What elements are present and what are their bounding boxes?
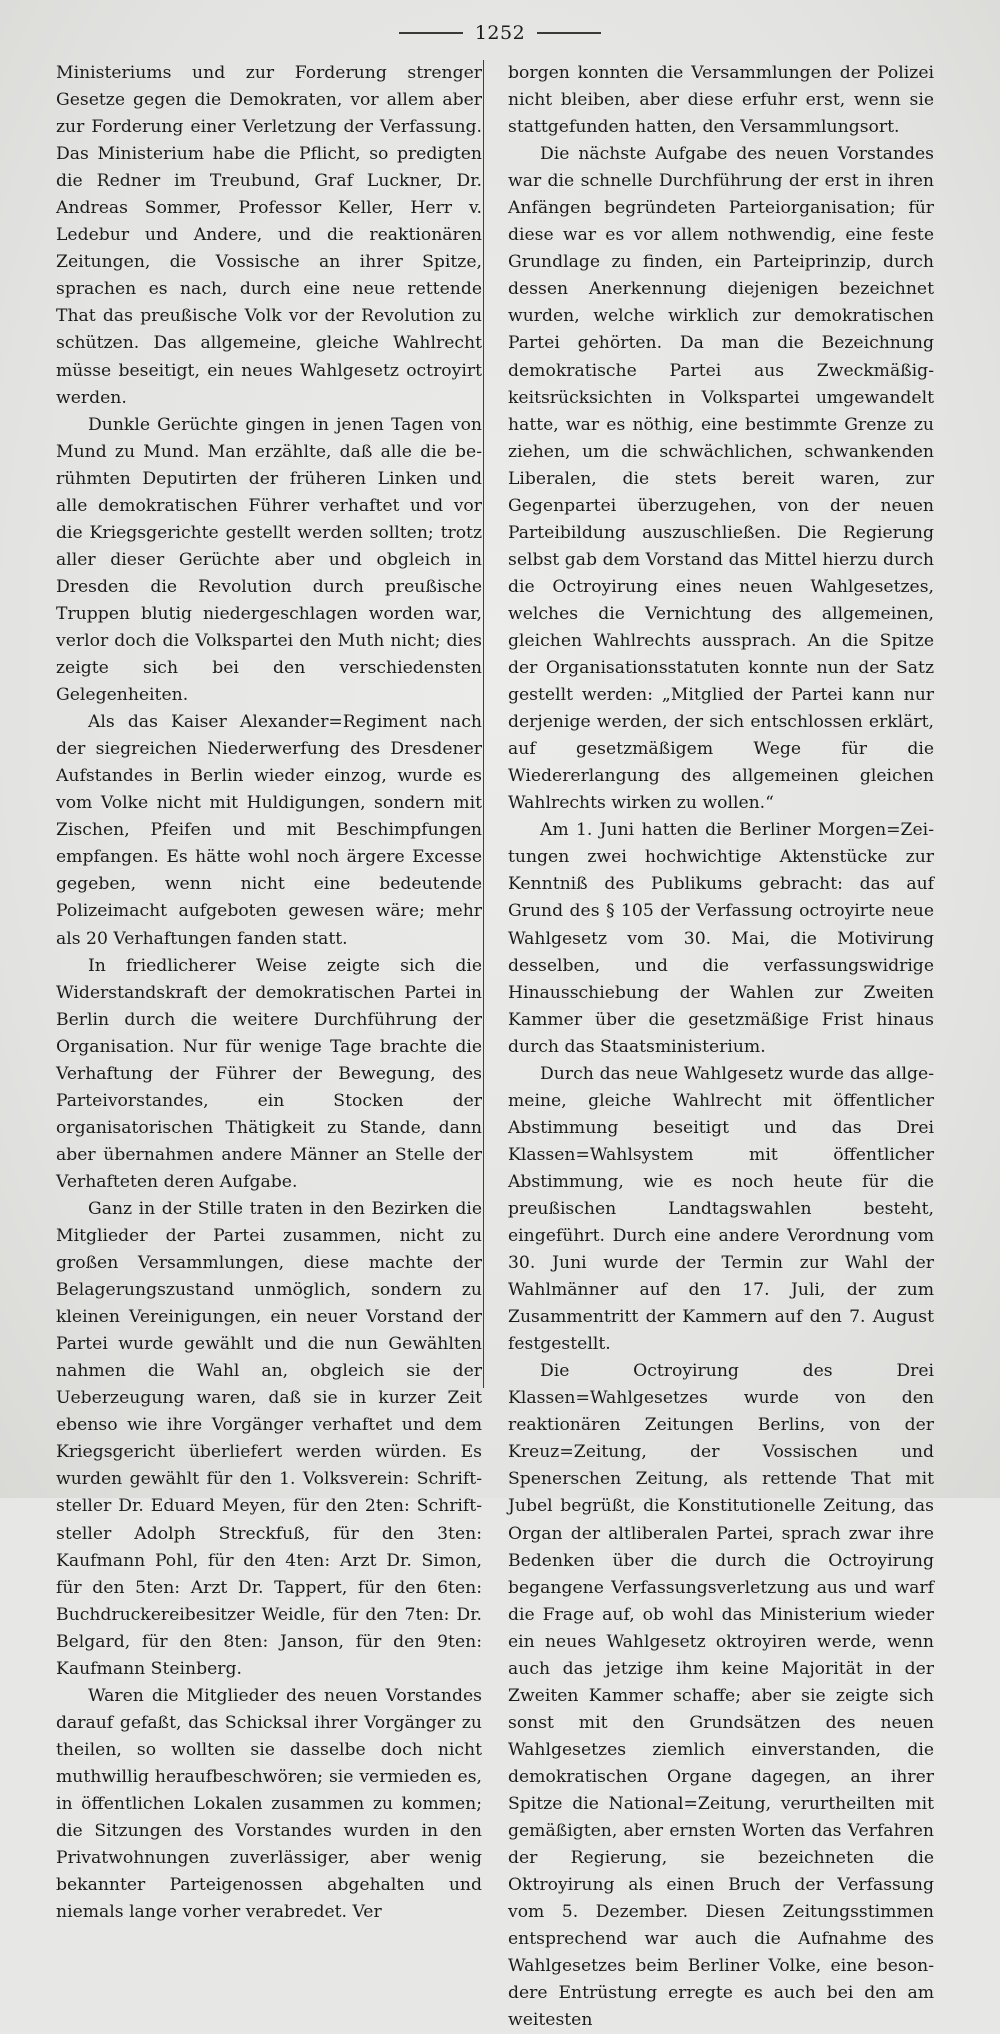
header-rule-left xyxy=(399,32,463,34)
page-header xyxy=(0,18,1000,48)
paragraph: Ministeriums und zur Forderung strenger Gesetze gegen die Demokraten, vor allem aber zur Forderung einer Verletzung der Verfassung. Das Ministerium habe die Pflicht, so predigten die Redner im Treubund, Graf Luckner, Dr. Andreas Sommer, Professor Keller, Herr v. Ledebur und Andere, und die reaktionären Zeitungen, die Vossische an ihrer Spitze, sprachen es nach, durch eine neue rettende That das preußische Volk vor der Revolution zu schützen. Das allgemeine, gleiche Wahlrecht müsse beseitigt, ein neues Wahlgesetz octroyirt werden. xyxy=(56,63,482,408)
right-column xyxy=(508,60,934,2034)
paragraph: Waren die Mitglieder des neuen Vorstandes darauf gefaßt, das Schicksal ihrer Vorgänger zu theilen, so wollten sie dasselbe doch nicht muthwillig heraufbeschwören; sie vermieden es, in öffentlichen Lokalen zusammen zu kommen; die Sitzungen des Vorstandes wurden in den Privatwohnungen zuverlässiger, aber wenig bekannter Parteigenossen abgehalten und niemals lange vorher verabredet. Ver xyxy=(56,1685,482,1923)
paragraph: Als das Kaiser Alexander=Regiment nach der siegreichen Niederwerfung des Dresdener Aufstandes in Berlin wieder einzog, wurde es vom Volke nicht mit Huldigungen, sondern mit Zischen, Pfeifen und mit Beschimpfungen empfangen. Es hätte wohl noch ärgere Excesse gegeben, wenn nicht eine bedeutende Polizeimacht aufgeboten gewesen wäre; mehr als 20 Verhaftungen fanden statt. xyxy=(56,712,482,949)
paragraph: Durch das neue Wahlgesetz wurde das allgemeine, gleiche Wahlrecht mit öffentlicher Abstimmung beseitigt und das Drei Klassen=Wahlsystem mit öffentlicher Abstimmung, wie es noch heute für die preußischen Landtagswahlen besteht, eingeführt. Durch eine andere Verordnung vom 30. Juni wurde der Termin zur Wahl der Wahlmänner auf den 17. Juli, der zum Zusammentritt der Kammern auf den 7. August festgestellt. xyxy=(508,1063,934,1355)
paragraph: Die nächste Aufgabe des neuen Vorstandes war die schnelle Durchführung der erst in ihren Anfängen begründeten Parteiorganisation; für diese war es vor allem nothwendig, eine feste Grundlage zu finden, ein Parteiprinzip, durch dessen Anerkennung diejenigen bezeichnet wurden, welche wirklich zur demokratischen Partei gehörten. Da man die Bezeichnung demokratische Partei aus Zweckmäßigkeitsrücksichten in Volkspartei umgewandelt hatte, war es nöthig, eine bestimmte Grenze zu ziehen, um die schwächlichen, schwankenden Liberalen, die stets bereit waren, zur Gegenpartei überzugehen, von der neuen Parteibildung auszuschließen. Die Regierung selbst gab dem Vorstand das Mittel hierzu durch die Octroyirung eines neuen Wahlgesetzes, welches die Vernichtung des allgemeinen, gleichen Wahlrechts aussprach. An die Spitze der Organisationsstatuten konnte nun der Satz gestellt werden: „Mitglied der Partei kann nur derjenige werden, der sich entschlossen erklärt, auf gesetzmäßigem Wege für die Wiedererlangung des allgemeinen gleichen Wahlrechts wirken zu wollen.“ xyxy=(508,144,934,814)
paragraph: Dunkle Gerüchte gingen in jenen Tagen von Mund zu Mund. Man erzählte, daß alle die berühmten Deputirten der früheren Linken und alle demokratischen Führer verhaftet und vor die Kriegsgerichte gestellt werden sollten; trotz aller dieser Gerüchte aber und obgleich in Dresden die Revolution durch preußische Truppen blutig niedergeschlagen worden war, verlor doch die Volkspartei den Muth nicht; dies zeigte sich bei den verschiedensten Gelegenheiten. xyxy=(56,414,482,706)
header-rule-right xyxy=(537,32,601,34)
paragraph: Die Octroyirung des Drei Klassen=Wahlgesetzes wurde von den reaktionären Zeitungen Berlins, von der Kreuz=Zeitung, der Vossischen und Spenerschen Zeitung, als rettende That mit Jubel begrüßt, die Konstitutionelle Zeitung, das Organ der altliberalen Partei, sprach zwar ihre Bedenken über die durch die Octroyirung begangene Verfassungsverletzung aus und warf die Frage auf, ob wohl das Ministerium wieder ein neues Wahlgesetz oktroyiren werde, wenn auch das jetzige ihm keine Majorität in der Zweiten Kammer schaffe; aber sie zeigte sich sonst mit den Grundsätzen des neuen Wahlgesetzes ziemlich einverstanden, die demokratischen Organe dagegen, an ihrer Spitze die National=Zeitung, verurtheilten mit gemäßigten, aber ernsten Worten das Verfahren der Regierung, sie bezeichneten die Oktroyirung als einen Bruch der Verfassung vom 5. Dezember. Diesen Zeitungsstimmen entsprechend war auch die Aufnahme des Wahlgesetzes beim Berliner Volke, eine besondere Entrüstung erregte es auch bei den am weitesten xyxy=(508,1361,934,2031)
paragraph: In friedlicherer Weise zeigte sich die Widerstandskraft der demokratischen Partei in Berlin durch die weitere Durchführung der Organisation. Nur für wenige Tage brachte die Verhaftung der Führer der Bewegung, des Parteivorstandes, ein Stocken der organisatorischen Thätigkeit zu Stande, dann aber übernahmen andere Männer an Stelle der Verhafteten deren Aufgabe. xyxy=(56,955,482,1192)
paragraph: Am 1. Juni hatten die Berliner Morgen=Zeitungen zwei hochwichtige Aktenstücke zur Kenntniß des Publikums gebracht: das auf Grund des § 105 der Verfassung octroyirte neue Wahlgesetz vom 30. Mai, die Motivirung desselben, und die verfassungswidrige Hinausschiebung der Wahlen zur Zweiten Kammer über die gesetzmäßige Frist hinaus durch das Staatsministerium. xyxy=(508,820,934,1057)
column-divider xyxy=(483,60,484,1388)
paragraph: Ganz in der Stille traten in den Bezirken die Mitglieder der Partei zusammen, nicht zu großen Versammlungen, diese machte der Belagerungszustand unmöglich, sondern zu kleinen Vereinigungen, ein neuer Vorstand der Partei wurde gewählt und die nun Gewählten nahmen die Wahl an, obgleich sie der Ueberzeugung waren, daß sie in kurzer Zeit ebenso wie ihre Vorgänger verhaftet und dem Kriegsgericht überliefert werden würden. Es wurden gewählt für den 1. Volksverein: Schriftsteller Dr. Eduard Meyen, für den 2ten: Schriftsteller Adolph Streckfuß, für den 3ten: Kaufmann Pohl, für den 4ten: Arzt Dr. Simon, für den 5ten: Arzt Dr. Tappert, für den 6ten: Buchdruckereibesitzer Weidle, für den 7ten: Dr. Belgard, für den 8ten: Janson, für den 9ten: Kaufmann Steinberg. xyxy=(56,1198,482,1679)
left-column xyxy=(56,60,482,1926)
page-number: 1252 xyxy=(474,22,526,44)
paragraph: borgen konnten die Versammlungen der Polizei nicht bleiben, aber diese erfuhr erst, wenn sie stattgefunden hatten, den Versammlungsort. xyxy=(508,63,934,138)
